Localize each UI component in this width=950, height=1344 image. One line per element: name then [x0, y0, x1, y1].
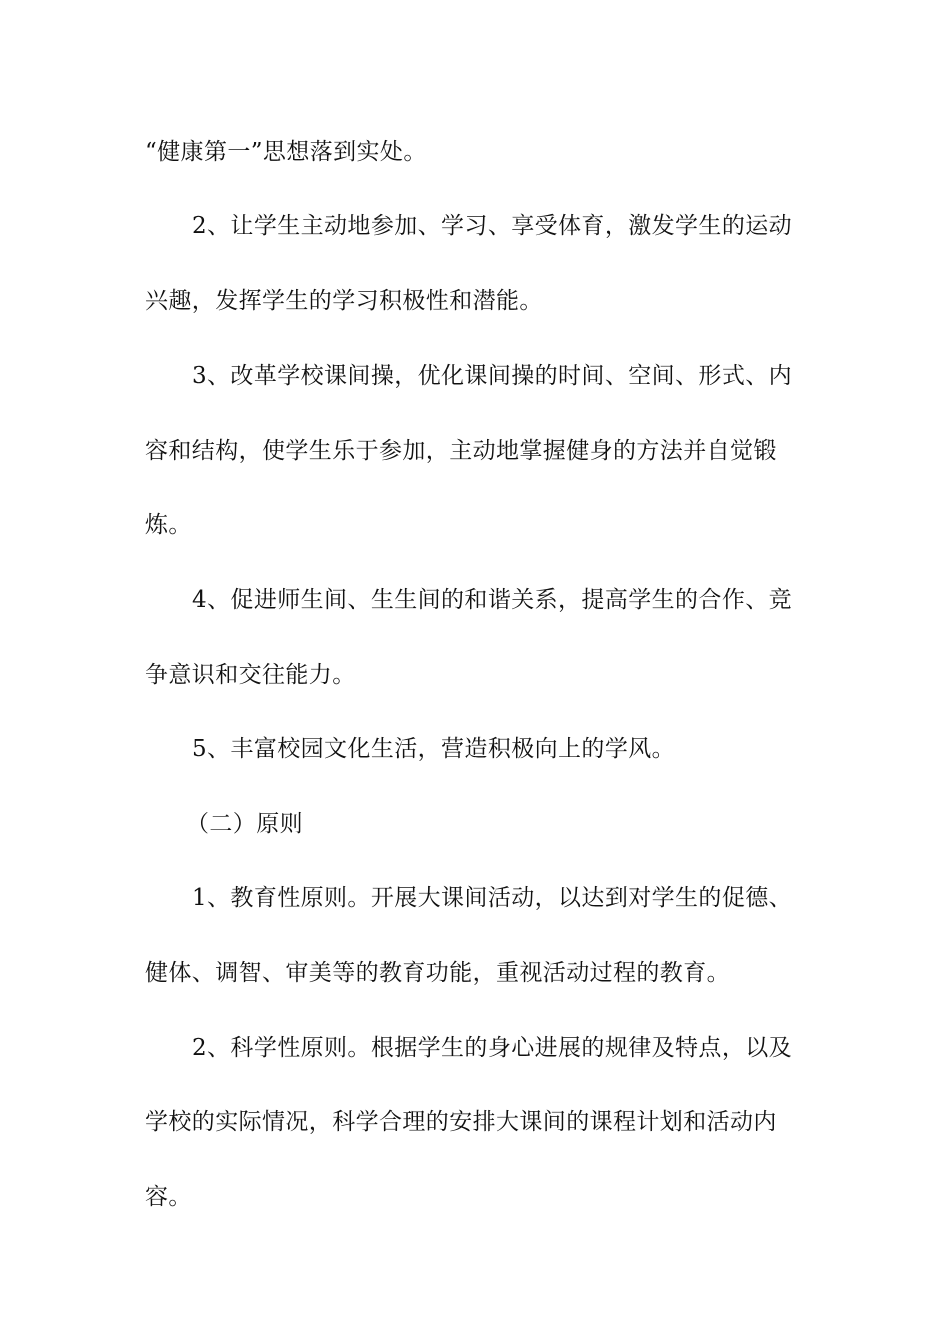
paragraph-line-14: 学校的实际情况，科学合理的安排大课间的课程计划和活动内: [145, 1109, 777, 1135]
paragraph-line-9: 5、丰富校园文化生活，营造积极向上的学风。: [192, 736, 676, 762]
paragraph-line-11: 1、教育性原则。开展大课间活动，以达到对学生的促德、: [192, 885, 793, 911]
paragraph-line-8: 争意识和交往能力。: [145, 662, 356, 688]
paragraph-line-15: 容。: [145, 1184, 192, 1210]
paragraph-line-13: 2、科学性原则。根据学生的身心进展的规律及特点，以及: [192, 1035, 793, 1061]
paragraph-line-5: 容和结构，使学生乐于参加，主动地掌握健身的方法并自觉锻: [145, 438, 777, 464]
paragraph-line-4: 3、改革学校课间操，优化课间操的时间、空间、形式、内: [192, 363, 793, 389]
section-heading: （二）原则: [186, 811, 303, 837]
paragraph-line-2: 2、让学生主动地参加、学习、享受体育，激发学生的运动: [192, 213, 793, 239]
paragraph-line-6: 炼。: [145, 512, 192, 538]
paragraph-line-1: “健康第一”思想落到实处。: [145, 139, 427, 165]
paragraph-line-7: 4、促进师生间、生生间的和谐关系，提高学生的合作、竞: [192, 587, 793, 613]
paragraph-line-12: 健体、调智、审美等的教育功能，重视活动过程的教育。: [145, 960, 730, 986]
paragraph-line-3: 兴趣，发挥学生的学习积极性和潜能。: [145, 288, 543, 314]
